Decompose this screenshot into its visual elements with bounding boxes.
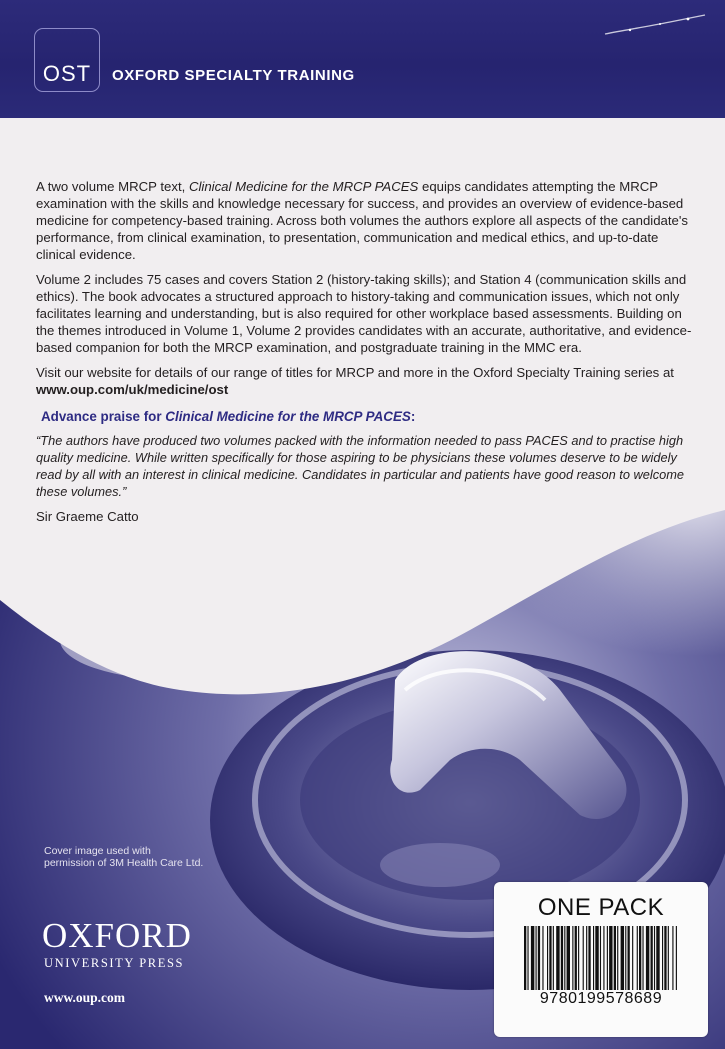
barcode-bar — [607, 926, 608, 990]
ost-badge-text: OST — [42, 61, 92, 86]
barcode-bar — [639, 926, 641, 990]
ost-badge — [34, 28, 100, 92]
price-sticker — [494, 882, 708, 1037]
barcode-bar — [621, 926, 624, 990]
barcode-bar — [572, 926, 573, 990]
barcode-bar — [549, 926, 551, 990]
barcode-bar — [595, 926, 598, 990]
barcode-bar — [664, 926, 666, 990]
publisher-website[interactable]: www.oup.com — [44, 990, 126, 1005]
website-link[interactable]: www.oup.com/uk/medicine/ost — [36, 382, 229, 397]
barcode-icon — [524, 926, 678, 990]
barcode-bar — [614, 926, 616, 990]
p1-lead: A two volume MRCP text, — [36, 179, 189, 194]
barcode-bar — [556, 926, 559, 990]
barcode-bar — [668, 926, 669, 990]
barcode-bar — [603, 926, 604, 990]
barcode-bar — [651, 926, 653, 990]
barcode-bar — [672, 926, 673, 990]
barcode-bar — [547, 926, 548, 990]
barcode-bar — [564, 926, 565, 990]
barcode-bar — [632, 926, 633, 990]
barcode-bar — [637, 926, 638, 990]
barcode-bar — [642, 926, 643, 990]
barcode-bar — [646, 926, 649, 990]
credit-line-1: Cover image used with — [44, 845, 151, 857]
praise-heading — [41, 408, 692, 425]
p3-lead: Visit our website for details of our range of titles for MRCP and more in the Oxford Specialty Training series at — [36, 365, 674, 380]
barcode-bar — [656, 926, 659, 990]
book-title-italic: Clinical Medicine for the MRCP PACES — [188, 179, 419, 194]
series-band — [0, 0, 725, 118]
barcode-bar — [593, 926, 594, 990]
barcode-bar — [531, 926, 534, 990]
blurb-paragraph-2: Volume 2 includes 75 cases and covers Station 2 (history-taking skills); and Station 4 (communication skills and ethics). The book advocates a structured approach to history-taking and communication issues, which not only facilitates learning and understanding, but is also required for other workplace based assessments. Building on the themes introduced in Volume 1, Volume 2 provides candidates with an accurate, authoritative, and evidence-based companion for both the MRCP examination, and postgraduate training in the MMC era. — [36, 272, 692, 355]
barcode-bar — [567, 926, 570, 990]
blurb-paragraph-1 — [36, 178, 692, 263]
barcode-bar — [600, 926, 601, 990]
barcode-bar — [625, 926, 626, 990]
praise-heading-colon: : — [410, 409, 416, 424]
oxford-logo: OXFORD — [42, 916, 192, 955]
university-press-text: UNIVERSITY PRESS — [44, 956, 185, 970]
barcode-bar — [542, 926, 543, 990]
barcode-bar — [588, 926, 590, 990]
blurb-paragraph-3 — [36, 364, 692, 398]
praise-heading-lead: Advance praise for — [41, 409, 166, 424]
sticker-label: ONE PACK — [537, 894, 665, 921]
barcode-bar — [662, 926, 663, 990]
praise-heading-title: Clinical Medicine for the MRCP PACES — [165, 409, 411, 424]
series-title: OXFORD SPECIALTY TRAINING — [112, 67, 355, 84]
barcode-bar — [654, 926, 655, 990]
barcode-bar — [536, 926, 537, 990]
barcode-bar — [553, 926, 554, 990]
isbn-number: 9780199578689 — [539, 990, 663, 1007]
barcode-bar — [575, 926, 577, 990]
quote-author: Sir Graeme Catto — [36, 509, 139, 524]
barcode-bar — [524, 926, 526, 990]
barcode-bar — [527, 926, 528, 990]
credit-line-2: permission of 3M Health Care Ltd. — [44, 857, 204, 869]
barcode-bar — [578, 926, 579, 990]
p1-rest: equips candidates attempting the MRCP examination with the skills and knowledge necessary for success, and provides an overview of evidence-based medicine for competency-based training. Across both volumes the authors explore all aspects of the candidate's performance, from clinical examination, to presentation, communication and medical ethics, and up-to-date clinical evidence. — [36, 179, 688, 262]
barcode-bar — [628, 926, 630, 990]
barcode-bar — [583, 926, 584, 990]
barcode-bar — [561, 926, 563, 990]
barcode-bar — [538, 926, 540, 990]
barcode-bar — [586, 926, 587, 990]
image-credit — [44, 845, 203, 869]
barcode-bar — [676, 926, 677, 990]
barcode-bar — [617, 926, 618, 990]
praise-quote: “The authors have produced two volumes packed with the information needed to pass PACES and to practise high quality medicine. While written specifically for those aspiring to be physicians these volumes deserve to be widely read by all with an interest in clinical medicine. Candidates in particular and patients have good reason to welcome these volumes.” — [36, 433, 685, 499]
blurb — [36, 178, 692, 533]
speckle-decoration — [600, 12, 710, 42]
barcode-bar — [609, 926, 612, 990]
